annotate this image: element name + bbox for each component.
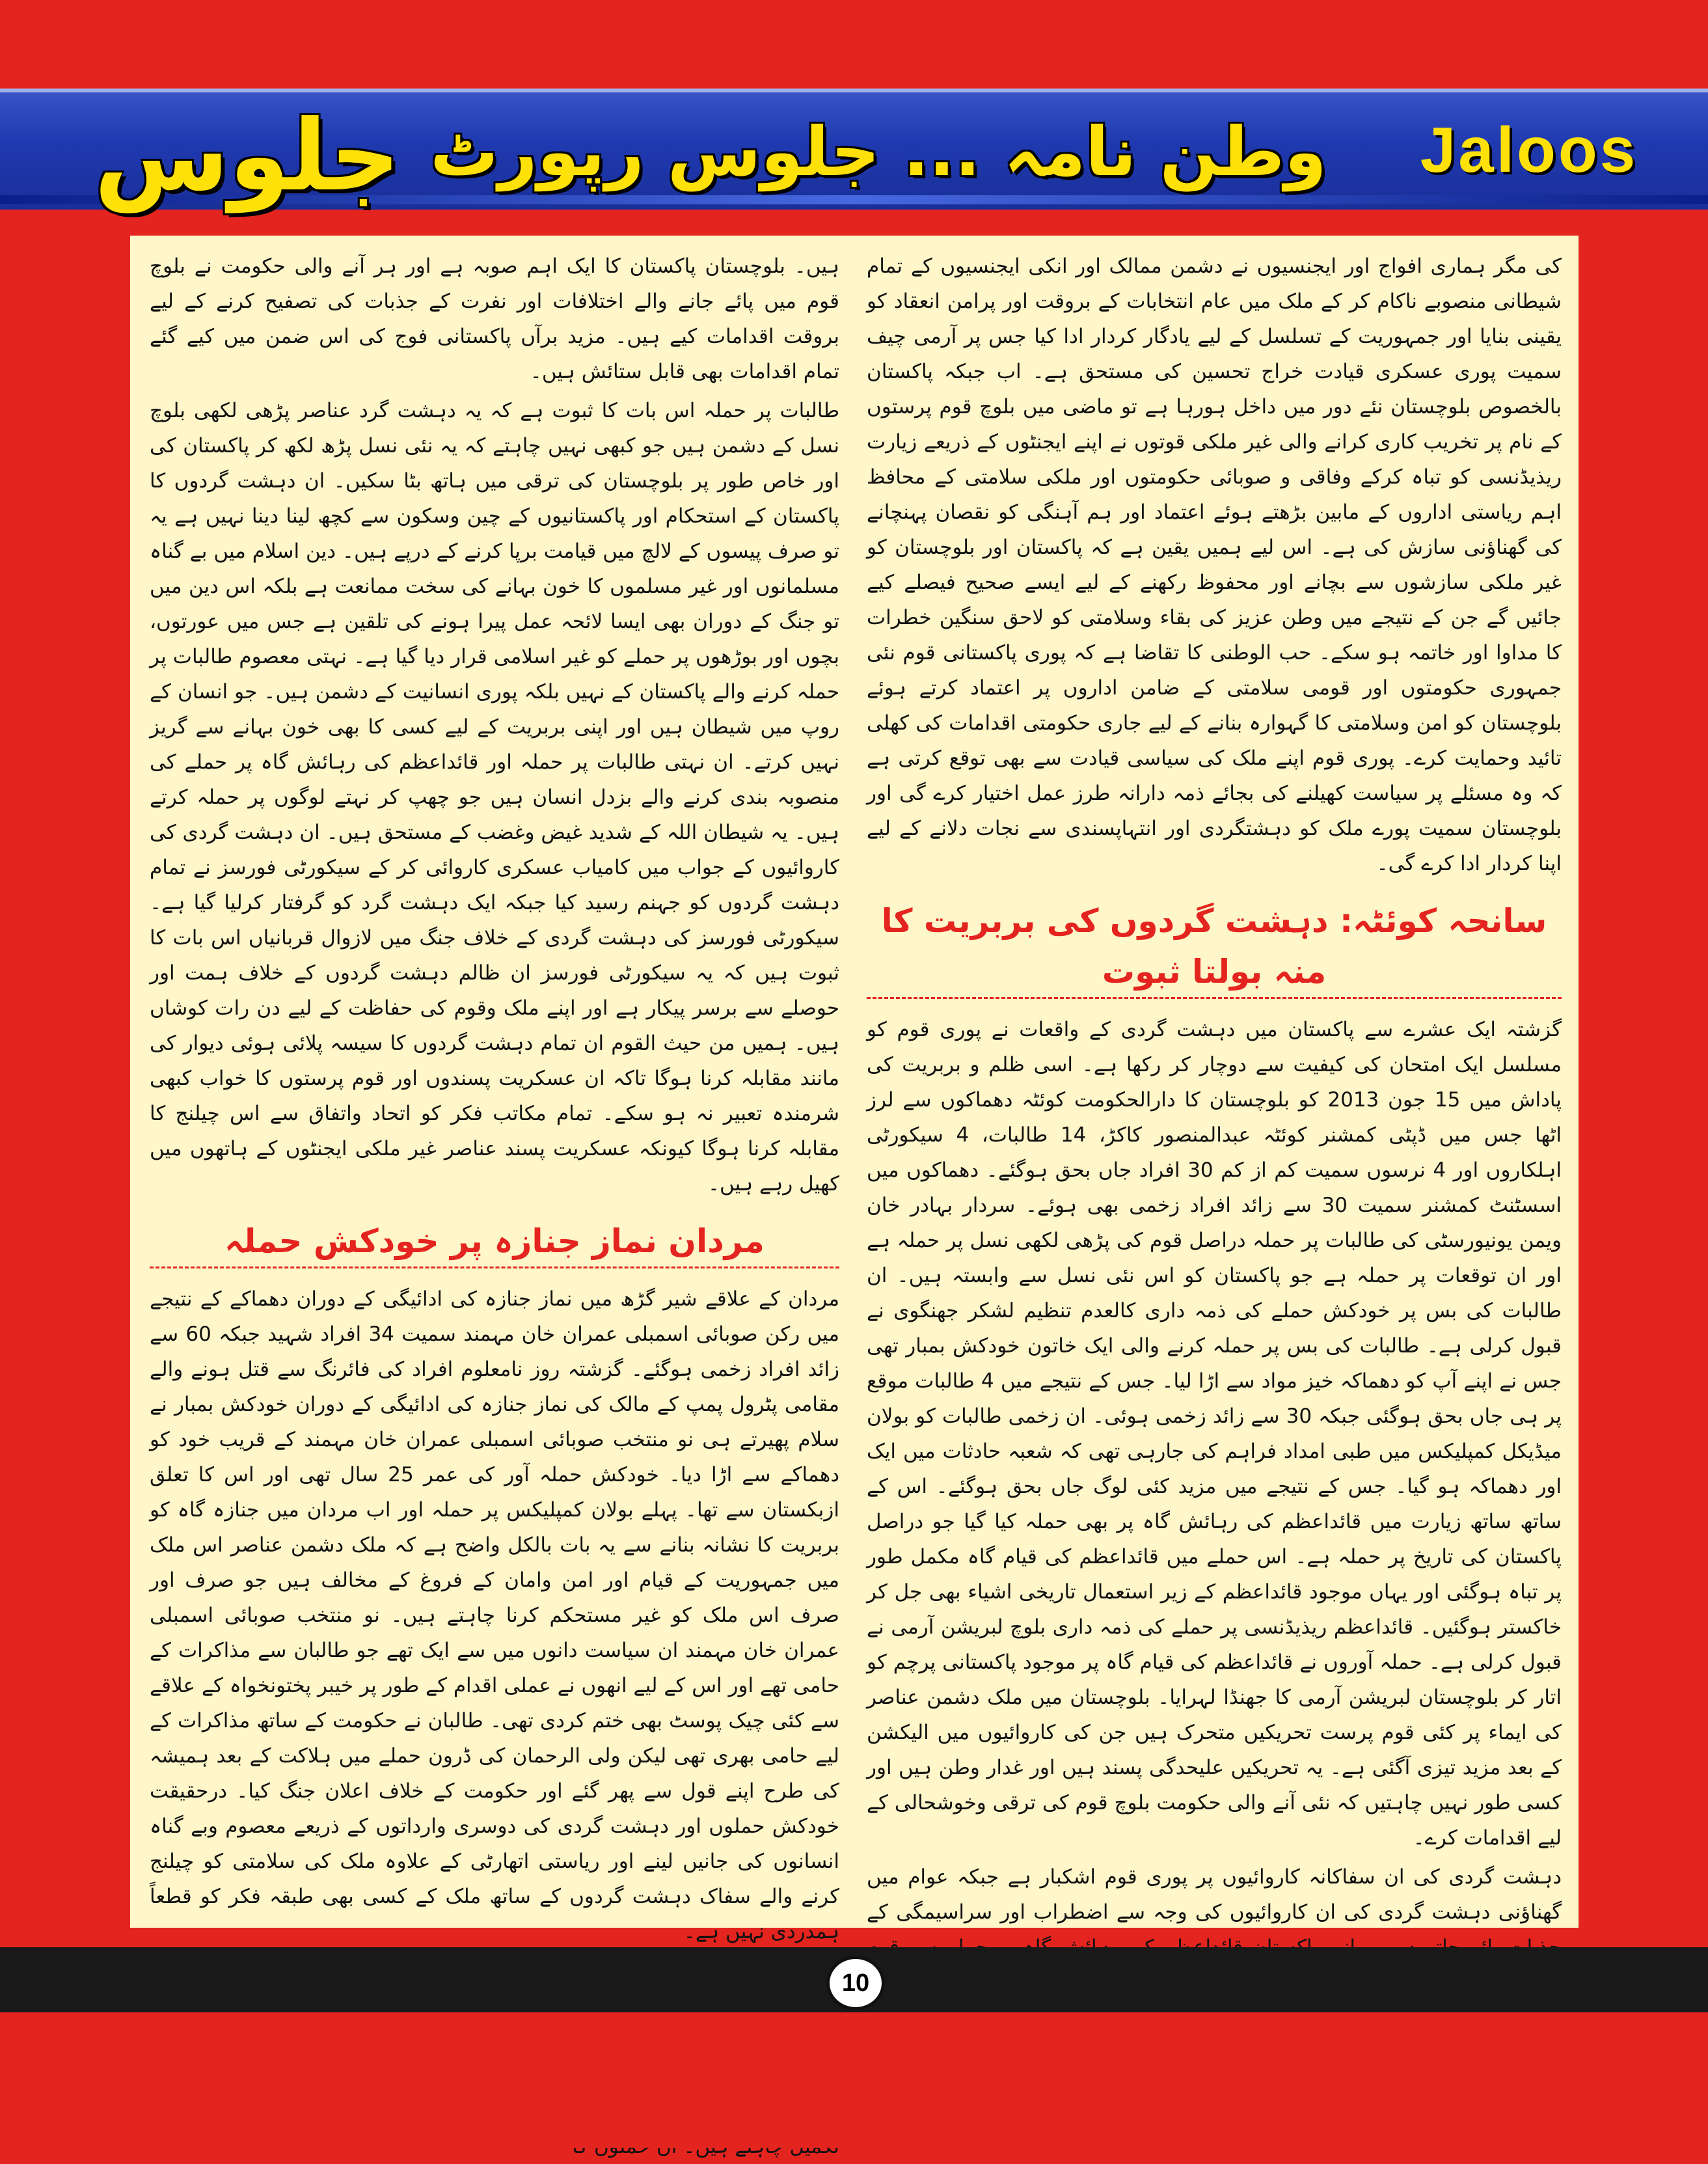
left-column xyxy=(150,249,840,1943)
paragraph: گزشتہ ایک عشرے سے پاکستان میں دہشت گردی کے واقعات نے پوری قوم کو مسلسل ایک امتحان کی کیفیت سے دوچار کر رکھا ہے۔ اسی ظلم و بربریت کی پاداش میں 15 جون 2013 کو بلوچستان کا دارالحکومت کوئٹہ دھماکوں سے لرز اٹھا جس میں ڈپٹی کمشنر کوئٹہ عبدالمنصور کاکڑ، 14 طالبات، 4 سیکورٹی اہلکاروں اور 4 نرسوں سمیت کم از کم 30 افراد جاں بحق ہوگئے۔ دھماکوں میں اسسٹنٹ کمشنر سمیت 30 سے زائد افراد زخمی بھی ہوئے۔ سردار بہادر خان ویمن یونیورسٹی کی طالبات پر حملہ دراصل قوم کی پڑھی لکھی نسل پر حملہ ہے اور ان توقعات پر حملہ ہے جو پاکستان کو اس نئی نسل سے وابستہ ہیں۔ ان طالبات کی بس پر خودکش حملے کی ذمہ داری کالعدم تنظیم لشکر جھنگوی نے قبول کرلی ہے۔ طالبات کی بس پر حملہ کرنے والی ایک خاتون خودکش بمبار تھی جس نے اپنے آپ کو دھماکہ خیز مواد سے اڑا لیا۔ جس کے نتیجے میں 4 طالبات موقع پر ہی جاں بحق ہوگئی جبکہ 30 سے زائد زخمی ہوئی۔ ان زخمی طالبات کو بولان میڈیکل کمپلیکس میں طبی امداد فراہم کی جارہی تھی کہ شعبہ حادثات میں ایک اور دھماکہ ہو گیا۔ جس کے نتیجے میں مزید کئی لوگ جاں بحق ہوگئے۔ اس کے ساتھ ساتھ زیارت میں قائداعظم کی رہائش گاہ پر بھی حملہ کیا گیا جو دراصل پاکستان کی تاریخ پر حملہ ہے۔ اس حملے میں قائداعظم کی قیام گاہ مکمل طور پر تباہ ہوگئی اور یہاں موجود قائداعظم کے زیر استعمال تاریخی اشیاء بھی جل کر خاکستر ہوگئیں۔ قائداعظم ریذیڈنسی پر حملے کی ذمہ داری بلوچ لبریشن آرمی نے قبول کرلی ہے۔ حملہ آوروں نے قائداعظم کی قیام گاہ پر موجود پاکستانی پرچم کو اتار کر بلوچستان لبریشن آرمی کا جھنڈا لہرایا۔ بلوچستان میں ملک دشمن عناصر کی ایماء پر کئی قوم پرست تحریکیں متحرک ہیں جن کی کاروائیوں میں الیکشن کے بعد مزید تیزی آگئی ہے۔ یہ تحریکیں علیحدگی پسند ہیں اور غدار وطن ہیں اور کسی طور نہیں چاہتیں کہ نئی آنے والی حکومت بلوچ قوم کی ترقی وخوشحالی کے لیے اقدامات کرے۔ xyxy=(867,1018,1562,1850)
paragraph: کی مگر ہماری افواج اور ایجنسیوں نے دشمن ممالک اور انکی ایجنسیوں کے تمام شیطانی منصوبے ناکام کر کے ملک میں عام انتخابات کے بروقت اور پرامن انعقاد کو یقینی بنایا اور جمہوریت کے تسلسل کے لیے یادگار کردار ادا کیا جس پر آرمی چیف سمیت پوری عسکری قیادت خراج تحسین کی مستحق ہے۔ اب جبکہ پاکستان بالخصوص بلوچستان نئے دور میں داخل ہورہا ہے تو ماضی میں بلوچ قوم پرستوں کے نام پر تخریب کاری کرانے والی غیر ملکی قوتوں نے اپنے ایجنٹوں کے ذریعے زیارت ریذیڈنسی کو تباہ کرکے وفاقی و صوبائی حکومتوں اور ملکی سلامتی کے محافظ اہم ریاستی اداروں کے مابین بڑھتے ہوئے اعتماد اور ہم آہنگی کو نقصان پہنچانے کی گھناؤنی سازش کی ہے۔ اس لیے ہمیں یقین ہے کہ پاکستان اور بلوچستان کو غیر ملکی سازشوں سے بچانے اور محفوظ رکھنے کے لیے ایسے صحیح فیصلے کیے جائیں گے جن کے نتیجے میں وطن عزیز کی بقاء وسلامتی کو لاحق سنگین خطرات کا مداوا اور خاتمہ ہو سکے۔ حب الوطنی کا تقاضا ہے کہ پوری پاکستانی قوم نئی جمہوری حکومتوں اور قومی سلامتی کے ضامن اداروں پر اعتماد کرتے ہوئے بلوچستان کو امن وسلامتی کا گہوارہ بنانے کے لیے جاری حکومتی اقدامات کی کھلی تائید وحمایت کرے۔ پوری قوم اپنے ملک کی سیاسی قیادت سے بھی توقع کرتی ہے کہ وہ مسئلے پر سیاست کھیلنے کی بجائے ذمہ دارانہ طرز عمل اختیار کرے گی اور بلوچستان سمیت پورے ملک کو دہشتگردی اور انتہاپسندی سے نجات دلانے کے لیے اپنا کردار ادا کرے گی۔ xyxy=(867,254,1562,875)
page-number: 10 xyxy=(826,1956,885,2010)
logo-english: Jaloos xyxy=(1420,113,1638,185)
paragraph: ہیں۔ بلوچستان پاکستان کا ایک اہم صوبہ ہے اور ہر آنے والی حکومت نے بلوچ قوم میں پائے جانے والے اختلافات اور نفرت کے جذبات کی تصفیح کرنے کے لیے بروقت اقدامات کیے ہیں۔ مزید برآں پاکستانی فوج کی اس ضمن میں کیے گئے تمام اقدامات بھی قابل ستائش ہیں۔ xyxy=(150,254,839,383)
right-column xyxy=(867,249,1562,1924)
section-heading-mardan: مردان نماز جنازہ پر خودکش حملہ xyxy=(150,1216,839,1268)
paragraph: طالبات پر حملہ اس بات کا ثبوت ہے کہ یہ دہشت گرد عناصر پڑھی لکھی بلوچ نسل کے دشمن ہیں جو کبھی نہیں چاہتے کہ یہ نئی نسل پڑھ لکھ کر پاکستان کی اور خاص طور پر بلوچستان کی ترقی میں ہاتھ بٹا سکیں۔ ان دہشت گردوں کا پاکستان کے استحکام اور پاکستانیوں کے چین وسکون سے کچھ لینا دینا نہیں ہے یہ تو صرف پیسوں کے لالچ میں قیامت برپا کرنے کے درپے ہیں۔ دین اسلام میں بے گناہ مسلمانوں اور غیر مسلموں کا خون بہانے کی سخت ممانعت ہے بلکہ اس دین میں تو جنگ کے دوران بھی ایسا لائحہ عمل پیرا ہونے کی تلقین ہے جس میں عورتوں، بچوں اور بوڑھوں پر حملے کو غیر اسلامی قرار دیا گیا ہے۔ نہتی معصوم طالبات پر حملہ کرنے والے پاکستان کے نہیں بلکہ پوری انسانیت کے دشمن ہیں۔ جو انسان کے روپ میں شیطان ہیں اور اپنی بربریت کے لیے کسی کا بھی خون بہانے سے گریز نہیں کرتے۔ ان نہتی طالبات پر حملہ اور قائداعظم کی رہائش گاہ پر حملے کی منصوبہ بندی کرنے والے بزدل انسان ہیں جو چھپ کر نہتے لوگوں پر حملہ کرتے ہیں۔ یہ شیطان اللہ کے شدید غیض وغضب کے مستحق ہیں۔ ان دہشت گردی کی کاروائیوں کے جواب میں کامیاب عسکری کاروائی کر کے سیکورٹی فورسز نے تمام دہشت گردوں کو جہنم رسید کیا جبکہ ایک دہشت گرد کو گرفتار کرلیا گیا ہے۔ سیکورٹی فورسز کی دہشت گردی کے خلاف جنگ میں لازوال قربانیاں اس بات کا ثبوت ہیں کہ یہ سیکورٹی فورسز ان ظالم دہشت گردوں کے خلاف ہمت اور حوصلے سے برسر پیکار ہے اور اپنے ملک وقوم کی حفاظت کے لیے دن رات کوشاں ہیں۔ ہمیں من حیث القوم ان تمام دہشت گردوں کا سیسہ پلائی ہوئی دیوار کی مانند مقابلہ کرنا ہوگا تاکہ ان عسکریت پسندوں اور قوم پرستوں کا خواب کبھی شرمندہ تعبیر نہ ہو سکے۔ تمام مکاتب فکر کو اتحاد واتفاق سے اس چیلنج کا مقابلہ کرنا ہوگا کیونکہ عسکریت پسند عناصر غیر ملکی ایجنٹوں کے ہاتھوں میں کھیل رہے ہیں۔ xyxy=(150,399,839,1196)
page-title: وطن نامہ ... جلوس رپورٹ xyxy=(430,112,1327,191)
logo-urdu: جلوس xyxy=(94,100,401,213)
article-body xyxy=(130,236,1579,1943)
bottom-border xyxy=(0,2012,1708,2148)
paragraph: دہشت گردی کی ان سفاکانہ کاروائیوں پر پوری قوم اشکبار ہے جبکہ عوام میں گھناؤنی دہشت گردی کی ان کاروائیوں کی وجہ سے اضطراب اور سراسیمگی کے xyxy=(867,1865,1562,1924)
paragraph: مردان کے علاقے شیر گڑھ میں نماز جنازہ کی ادائیگی کے دوران دھماکے کے نتیجے میں رکن صوبائی اسمبلی عمران خان مہمند سمیت 34 افراد شہید جبکہ 60 سے زائد افراد زخمی ہوگئے۔ گزشتہ روز نامعلوم افراد کی فائرنگ سے قتل ہونے والے مقامی پٹرول پمپ کے مالک کی نماز جنازہ کی ادائیگی کے دوران خودکش بمبار نے سلام پھیرتے ہی نو منتخب صوبائی اسمبلی عمران خان مہمند کے قریب خود کو دھماکے سے اڑا دیا۔ خودکش حملہ آور کی عمر 25 سال تھی اور اس کا تعلق ازبکستان سے تھا۔ پہلے بولان کمپلیکس پر حملہ اور اب مردان میں جنازہ گاہ کو بربریت کا نشانہ بنانے سے یہ بات بالکل واضح ہے کہ ملک دشمن عناصر اس ملک میں جمہوریت کے قیام اور امن وامان کے فروغ کے مخالف ہیں جو صرف اور صرف اس ملک کو غیر مستحکم کرنا چاہتے ہیں۔ نو منتخب صوبائی اسمبلی عمران خان مہمند ان سیاست دانوں میں سے ایک تھے جو طالبان سے مذاکرات کے حامی تھے اور اس کے لیے انھوں نے عملی اقدام کے طور پر خیبر پختونخواہ کے علاقے سے کئی چیک پوسٹ بھی ختم کردی تھی۔ طالبان نے حکومت کے ساتھ مذاکرات کے لیے حامی بھری تھی لیکن ولی الرحمان کی ڈرون حملے میں ہلاکت کے بعد ہمیشہ کی طرح اپنے قول سے پھر گئے اور حکومت کے خلاف اعلان جنگ کیا۔ درحقیقت خودکش حملوں اور دہشت گردی کی دوسری وارداتوں کے ذریعے معصوم وبے گناہ انسانوں کی جانیں لینے اور ریاستی اتھارٹی کے علاوہ ملک کی سلامتی کو چیلنج کرنے والے سفاک دہشت گردوں کے ساتھ ملک کے کسی بھی طبقہ فکر کو قطعاً ہمدردی نہیں ہے۔ xyxy=(150,1287,840,1943)
section-heading-quetta: سانحہ کوئٹہ: دہشت گردوں کی بربریت کا منہ بولتا ثبوت xyxy=(867,896,1562,999)
top-border xyxy=(0,0,1708,89)
